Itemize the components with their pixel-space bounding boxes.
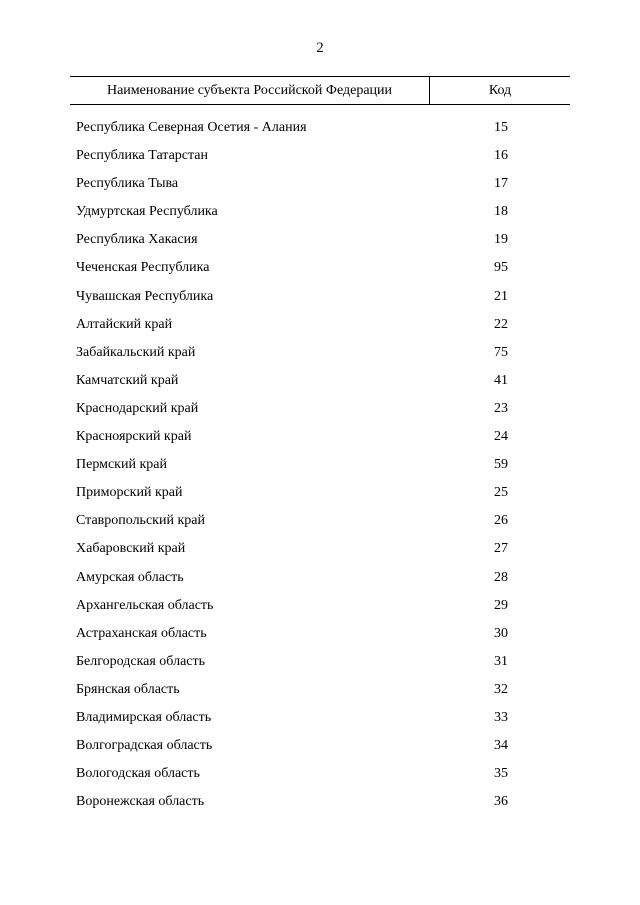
- table-row: [76, 594, 570, 622]
- region-code: 24: [494, 429, 508, 445]
- region-code: 59: [494, 457, 508, 473]
- region-name: Астраханская область: [76, 625, 207, 641]
- region-code: 29: [494, 597, 508, 613]
- region-code: 17: [494, 176, 508, 192]
- table-row: [76, 622, 570, 650]
- region-name: Архангельская область: [76, 597, 214, 613]
- region-name: Камчатский край: [76, 372, 179, 388]
- table-row: [76, 144, 570, 172]
- region-name: Пермский край: [76, 457, 167, 473]
- region-code: 34: [494, 738, 508, 754]
- region-code: 28: [494, 569, 508, 585]
- region-name: Республика Северная Осетия - Алания: [76, 120, 307, 135]
- region-code: 95: [494, 260, 508, 276]
- region-code: 23: [494, 400, 508, 416]
- region-name: Приморский край: [76, 485, 183, 501]
- region-name: Владимирская область: [76, 709, 212, 725]
- region-code: 27: [494, 541, 508, 557]
- region-name: Республика Татарстан: [76, 148, 209, 164]
- region-code: 18: [494, 204, 508, 220]
- table-row: [76, 566, 570, 594]
- region-code: 33: [494, 709, 508, 725]
- table-row: [76, 285, 570, 313]
- region-name: Удмуртская Республика: [76, 204, 218, 220]
- table-header: [70, 76, 570, 105]
- table-row: [76, 537, 570, 565]
- region-code: 22: [494, 316, 508, 332]
- table-row: [76, 172, 570, 200]
- region-name: Чеченская Республика: [76, 260, 210, 276]
- region-code: 41: [494, 372, 508, 388]
- region-name: Чувашская Республика: [76, 288, 214, 304]
- region-code: 16: [494, 148, 508, 164]
- table-row: [76, 369, 570, 397]
- region-code: 26: [494, 513, 508, 529]
- region-name: Алтайский край: [76, 316, 173, 332]
- column-header-code: Код: [488, 83, 512, 98]
- table-row: [76, 678, 570, 706]
- table-row: [76, 256, 570, 284]
- table-row: [76, 228, 570, 256]
- region-code: 19: [494, 232, 508, 248]
- region-code: 15: [494, 120, 508, 135]
- region-name: Забайкальский край: [76, 344, 196, 360]
- page-number: 2: [316, 40, 324, 56]
- region-name: Белгородская область: [76, 653, 206, 669]
- region-code: 36: [494, 794, 508, 810]
- table-row: [76, 790, 570, 818]
- region-name: Брянская область: [76, 681, 180, 697]
- region-name: Волгоградская область: [76, 738, 213, 754]
- table-row: [76, 200, 570, 228]
- region-name: Амурская область: [76, 569, 184, 585]
- table-row: [76, 313, 570, 341]
- region-code: 25: [494, 485, 508, 501]
- table-row: [76, 397, 570, 425]
- region-code: 21: [494, 288, 508, 304]
- table-row: [76, 762, 570, 790]
- region-name: Красноярский край: [76, 429, 192, 445]
- region-code: 35: [494, 766, 508, 782]
- region-code: 32: [494, 681, 508, 697]
- region-name: Хабаровский край: [76, 541, 186, 557]
- region-code: 31: [494, 653, 508, 669]
- table-row: [76, 116, 570, 144]
- region-code: 30: [494, 625, 508, 641]
- table-row: [76, 734, 570, 762]
- table-row: [76, 481, 570, 509]
- table-row: [76, 509, 570, 537]
- region-name: Вологодская область: [76, 766, 200, 782]
- table-row: [76, 425, 570, 453]
- table-row: [76, 453, 570, 481]
- region-name: Воронежская область: [76, 794, 205, 810]
- region-code: 75: [494, 344, 508, 360]
- region-name: Республика Тыва: [76, 176, 179, 192]
- table-row: [76, 341, 570, 369]
- region-name: Краснодарский край: [76, 400, 199, 416]
- table-body: [76, 116, 570, 818]
- column-header-name: Наименование субъекта Российской Федерации: [70, 77, 430, 104]
- table-row: [76, 706, 570, 734]
- table-row: [76, 650, 570, 678]
- region-name: Ставропольский край: [76, 513, 205, 529]
- region-name: Республика Хакасия: [76, 232, 198, 248]
